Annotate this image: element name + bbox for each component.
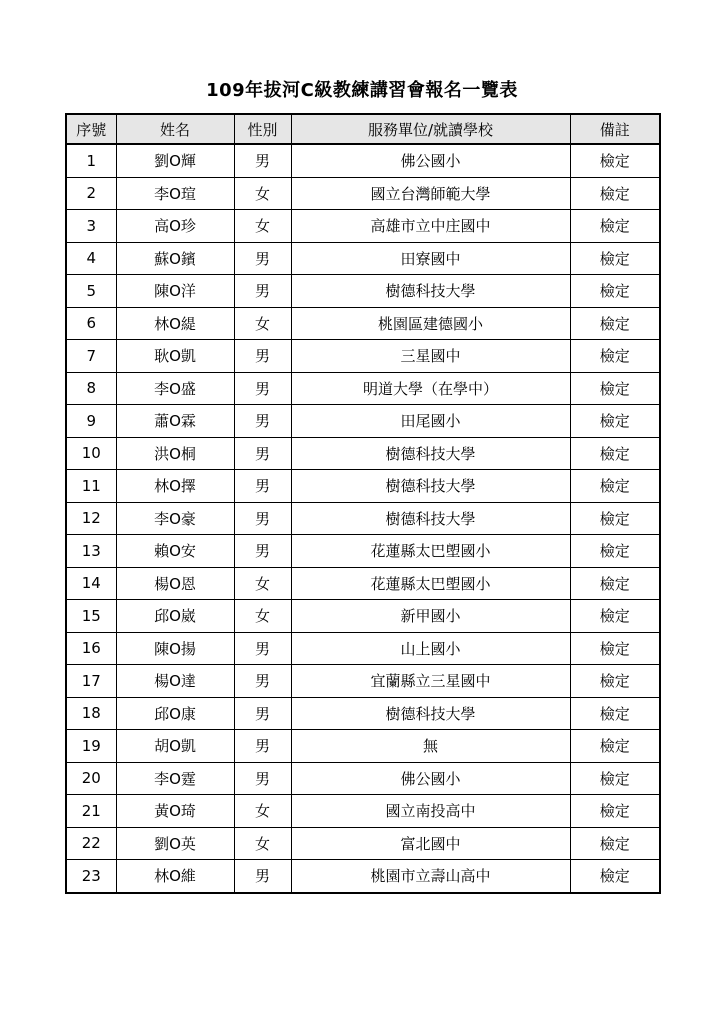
cell-serial-number: 17 bbox=[66, 665, 116, 698]
cell-name: 楊O達 bbox=[116, 665, 234, 698]
table-row bbox=[66, 372, 660, 405]
cell-organization: 樹德科技大學 bbox=[291, 275, 570, 308]
cell-organization: 宜蘭縣立三星國中 bbox=[291, 665, 570, 698]
table-row bbox=[66, 697, 660, 730]
cell-remarks: 檢定 bbox=[570, 144, 660, 177]
cell-name: 黃O琦 bbox=[116, 795, 234, 828]
cell-name: 林O緹 bbox=[116, 307, 234, 340]
cell-gender: 女 bbox=[234, 307, 291, 340]
cell-gender: 男 bbox=[234, 730, 291, 763]
cell-gender: 男 bbox=[234, 535, 291, 568]
cell-serial-number: 20 bbox=[66, 762, 116, 795]
cell-remarks: 檢定 bbox=[570, 307, 660, 340]
table-row bbox=[66, 860, 660, 893]
cell-remarks: 檢定 bbox=[570, 210, 660, 243]
cell-gender: 女 bbox=[234, 567, 291, 600]
table-row bbox=[66, 535, 660, 568]
cell-remarks: 檢定 bbox=[570, 795, 660, 828]
cell-remarks: 檢定 bbox=[570, 665, 660, 698]
cell-remarks: 檢定 bbox=[570, 860, 660, 893]
cell-organization: 山上國小 bbox=[291, 632, 570, 665]
table-row bbox=[66, 600, 660, 633]
cell-gender: 男 bbox=[234, 242, 291, 275]
cell-remarks: 檢定 bbox=[570, 827, 660, 860]
table-row bbox=[66, 405, 660, 438]
table-row bbox=[66, 762, 660, 795]
table-row bbox=[66, 307, 660, 340]
table-row bbox=[66, 242, 660, 275]
cell-name: 劉O輝 bbox=[116, 144, 234, 177]
cell-organization: 樹德科技大學 bbox=[291, 437, 570, 470]
cell-serial-number: 10 bbox=[66, 437, 116, 470]
cell-remarks: 檢定 bbox=[570, 242, 660, 275]
cell-gender: 男 bbox=[234, 405, 291, 438]
cell-name: 劉O英 bbox=[116, 827, 234, 860]
table-row bbox=[66, 470, 660, 503]
cell-gender: 男 bbox=[234, 697, 291, 730]
cell-name: 蘇O鑌 bbox=[116, 242, 234, 275]
cell-serial-number: 2 bbox=[66, 177, 116, 210]
cell-serial-number: 5 bbox=[66, 275, 116, 308]
cell-serial-number: 14 bbox=[66, 567, 116, 600]
cell-name: 耿O凱 bbox=[116, 340, 234, 373]
cell-serial-number: 18 bbox=[66, 697, 116, 730]
table-row bbox=[66, 340, 660, 373]
cell-gender: 女 bbox=[234, 600, 291, 633]
table-row bbox=[66, 795, 660, 828]
cell-serial-number: 9 bbox=[66, 405, 116, 438]
cell-organization: 花蓮縣太巴塱國小 bbox=[291, 535, 570, 568]
table-header bbox=[66, 114, 660, 144]
cell-serial-number: 16 bbox=[66, 632, 116, 665]
cell-organization: 樹德科技大學 bbox=[291, 470, 570, 503]
cell-serial-number: 11 bbox=[66, 470, 116, 503]
cell-serial-number: 15 bbox=[66, 600, 116, 633]
cell-remarks: 檢定 bbox=[570, 177, 660, 210]
cell-name: 邱O康 bbox=[116, 697, 234, 730]
cell-gender: 女 bbox=[234, 795, 291, 828]
cell-remarks: 檢定 bbox=[570, 567, 660, 600]
table-row bbox=[66, 437, 660, 470]
header-serial-number: 序號 bbox=[66, 114, 116, 144]
cell-remarks: 檢定 bbox=[570, 340, 660, 373]
cell-gender: 男 bbox=[234, 860, 291, 893]
cell-gender: 女 bbox=[234, 210, 291, 243]
cell-serial-number: 7 bbox=[66, 340, 116, 373]
cell-organization: 國立台灣師範大學 bbox=[291, 177, 570, 210]
cell-remarks: 檢定 bbox=[570, 762, 660, 795]
cell-serial-number: 1 bbox=[66, 144, 116, 177]
cell-gender: 男 bbox=[234, 275, 291, 308]
table-row bbox=[66, 730, 660, 763]
cell-remarks: 檢定 bbox=[570, 502, 660, 535]
cell-name: 李O盛 bbox=[116, 372, 234, 405]
cell-gender: 男 bbox=[234, 762, 291, 795]
table-row bbox=[66, 177, 660, 210]
cell-organization: 花蓮縣太巴塱國小 bbox=[291, 567, 570, 600]
page-title: 109年拔河C級教練講習會報名一覽表 bbox=[206, 80, 518, 101]
table-row bbox=[66, 144, 660, 177]
cell-name: 邱O崴 bbox=[116, 600, 234, 633]
cell-name: 胡O凱 bbox=[116, 730, 234, 763]
cell-serial-number: 13 bbox=[66, 535, 116, 568]
cell-name: 林O維 bbox=[116, 860, 234, 893]
cell-organization: 明道大學（在學中） bbox=[291, 372, 570, 405]
cell-gender: 女 bbox=[234, 177, 291, 210]
cell-name: 楊O恩 bbox=[116, 567, 234, 600]
cell-remarks: 檢定 bbox=[570, 437, 660, 470]
cell-organization: 桃園區建德國小 bbox=[291, 307, 570, 340]
cell-gender: 男 bbox=[234, 665, 291, 698]
table-row bbox=[66, 827, 660, 860]
cell-remarks: 檢定 bbox=[570, 405, 660, 438]
cell-organization: 富北國中 bbox=[291, 827, 570, 860]
cell-organization: 新甲國小 bbox=[291, 600, 570, 633]
cell-name: 李O瑄 bbox=[116, 177, 234, 210]
table-row bbox=[66, 275, 660, 308]
cell-serial-number: 21 bbox=[66, 795, 116, 828]
cell-serial-number: 22 bbox=[66, 827, 116, 860]
cell-gender: 男 bbox=[234, 144, 291, 177]
cell-organization: 國立南投高中 bbox=[291, 795, 570, 828]
cell-organization: 無 bbox=[291, 730, 570, 763]
cell-gender: 男 bbox=[234, 632, 291, 665]
table-row bbox=[66, 632, 660, 665]
table-row bbox=[66, 210, 660, 243]
cell-name: 蕭O霖 bbox=[116, 405, 234, 438]
cell-remarks: 檢定 bbox=[570, 470, 660, 503]
cell-name: 陳O洋 bbox=[116, 275, 234, 308]
header-name: 姓名 bbox=[116, 114, 234, 144]
cell-remarks: 檢定 bbox=[570, 600, 660, 633]
registration-table bbox=[65, 113, 661, 894]
cell-organization: 田尾國小 bbox=[291, 405, 570, 438]
cell-gender: 男 bbox=[234, 437, 291, 470]
cell-serial-number: 8 bbox=[66, 372, 116, 405]
cell-remarks: 檢定 bbox=[570, 697, 660, 730]
cell-remarks: 檢定 bbox=[570, 275, 660, 308]
cell-serial-number: 6 bbox=[66, 307, 116, 340]
cell-organization: 高雄市立中庄國中 bbox=[291, 210, 570, 243]
cell-remarks: 檢定 bbox=[570, 535, 660, 568]
table-body bbox=[66, 144, 660, 893]
cell-name: 賴O安 bbox=[116, 535, 234, 568]
cell-organization: 田寮國中 bbox=[291, 242, 570, 275]
cell-remarks: 檢定 bbox=[570, 372, 660, 405]
cell-name: 李O霆 bbox=[116, 762, 234, 795]
cell-organization: 樹德科技大學 bbox=[291, 697, 570, 730]
cell-gender: 男 bbox=[234, 502, 291, 535]
cell-gender: 男 bbox=[234, 372, 291, 405]
cell-remarks: 檢定 bbox=[570, 730, 660, 763]
cell-organization: 佛公國小 bbox=[291, 144, 570, 177]
table-row bbox=[66, 502, 660, 535]
cell-serial-number: 4 bbox=[66, 242, 116, 275]
cell-organization: 三星國中 bbox=[291, 340, 570, 373]
cell-name: 林O擇 bbox=[116, 470, 234, 503]
cell-organization: 佛公國小 bbox=[291, 762, 570, 795]
table-row bbox=[66, 665, 660, 698]
header-gender: 性別 bbox=[234, 114, 291, 144]
cell-name: 洪O桐 bbox=[116, 437, 234, 470]
cell-serial-number: 19 bbox=[66, 730, 116, 763]
cell-serial-number: 12 bbox=[66, 502, 116, 535]
table-row bbox=[66, 567, 660, 600]
cell-name: 李O豪 bbox=[116, 502, 234, 535]
cell-gender: 男 bbox=[234, 340, 291, 373]
cell-serial-number: 23 bbox=[66, 860, 116, 893]
header-organization: 服務單位/就讀學校 bbox=[291, 114, 570, 144]
header-row bbox=[66, 114, 660, 144]
cell-gender: 男 bbox=[234, 470, 291, 503]
cell-organization: 桃園市立壽山高中 bbox=[291, 860, 570, 893]
cell-serial-number: 3 bbox=[66, 210, 116, 243]
cell-organization: 樹德科技大學 bbox=[291, 502, 570, 535]
cell-name: 高O珍 bbox=[116, 210, 234, 243]
header-remarks: 備註 bbox=[570, 114, 660, 144]
cell-name: 陳O揚 bbox=[116, 632, 234, 665]
cell-remarks: 檢定 bbox=[570, 632, 660, 665]
cell-gender: 女 bbox=[234, 827, 291, 860]
